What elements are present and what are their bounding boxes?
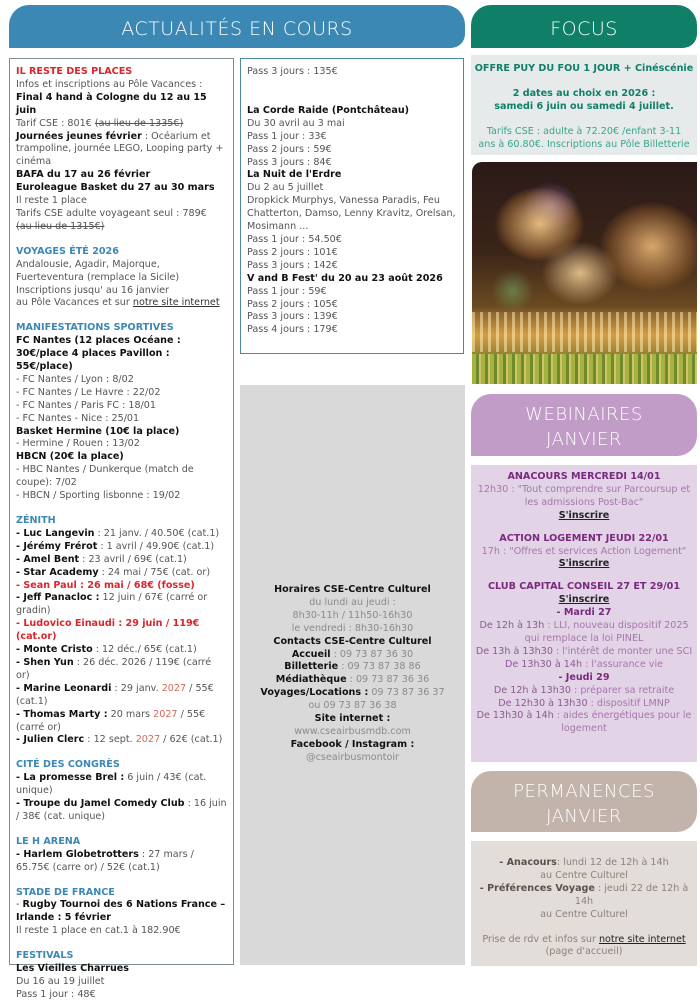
zenith-detail: / 55€ (cat.1) — [16, 682, 214, 707]
congres-detail: 6 juin / 43€ (cat. unique) — [16, 772, 207, 797]
places-title: IL RESTE DES PLACES — [16, 66, 133, 77]
contact-accueil — [240, 649, 465, 662]
club-capital-title: CLUB CAPITAL CONSEIL 27 ET 29/01 — [487, 581, 681, 593]
stade-event: Rugby Tournoi des 6 Nations France – Irlande : 5 février — [16, 899, 226, 924]
final4-title: Final 4 hand à Cologne du 12 au 15 juin — [16, 91, 207, 116]
erdre-pass: Pass 2 jours : 101€ — [247, 246, 338, 258]
perm-anacours — [471, 857, 697, 870]
congres-detail: : 16 juin / 38€ (cat. unique) — [16, 798, 227, 822]
focus-panel — [471, 55, 697, 155]
bafa-title: BAFA du 17 au 26 février — [16, 169, 151, 181]
zenith-artist: - Monte Cristo — [16, 644, 93, 656]
corde-pass: Pass 2 jours : 59€ — [247, 143, 332, 155]
vandb-pass: Pass 4 jours : 179€ — [247, 324, 338, 336]
zenith-artist: - Sean Paul : 26 mai / 68€ (fosse) — [16, 579, 195, 591]
zenith-artist: - Jeff Panacloc : — [16, 592, 100, 604]
session-text: : LLI, nouveau dispositif 2025 qui remplace la loi PINEL — [524, 620, 689, 644]
zenith-detail: : 24 mai / 75€ (cat. or) — [98, 566, 211, 578]
zenith-item — [16, 657, 227, 683]
erdre-artists: Dropkick Murphys, Vanessa Paradis, Feu Chatterton, Damso, Lenny Kravitz, Orelsan, Mosimann ... — [247, 195, 456, 233]
site-title: Site internet : — [314, 713, 391, 725]
zenith-item — [16, 709, 227, 735]
congres-show: - Troupe du Jamel Comedy Club — [16, 798, 185, 810]
zenith-artist: - Julien Clerc — [16, 734, 85, 746]
zenith-artist: - Star Academy — [16, 566, 99, 578]
zenith-year: 2027 — [153, 708, 178, 720]
zenith-detail: / 62€ (cat.1) — [160, 734, 223, 746]
mardi-item — [471, 659, 697, 672]
session-time: De 13h30 à 14h — [476, 710, 554, 722]
zenith-year: 2027 — [135, 734, 161, 746]
erdre-pass: Pass 1 jour : 54.50€ — [247, 233, 342, 245]
corde-dates: Du 30 avril au 3 mai — [247, 117, 345, 129]
zenith-artist: - Luc Langevin — [16, 527, 95, 539]
vandb-pass: Pass 1 jour : 59€ — [247, 285, 327, 297]
fcn-title: FC Nantes (12 places Océane : 30€/place 4 places Pavillon : 55€/place) — [16, 335, 181, 373]
congres-item — [16, 798, 227, 824]
perm-text: : lundi 12 de 12h à 14h — [556, 857, 669, 868]
actualites-column-2 — [240, 58, 464, 354]
vandb-pass: Pass 3 jours : 139€ — [247, 311, 338, 323]
anacours-title: ANACOURS MERCREDI 14/01 — [507, 471, 661, 482]
zenith-artist: - Jérémy Frérot — [16, 540, 98, 552]
session-time: De 13h30 à 14h — [504, 658, 583, 670]
places-intro: Infos et inscriptions au Pôle Vacances : — [16, 78, 203, 90]
congres-show: - La promesse Brel : — [16, 772, 125, 784]
perm-label: - Préférences Voyage — [479, 882, 595, 894]
zenith-artist: - Ludovico Einaudi : — [16, 618, 123, 630]
webinaires-title-line2: JANVIER — [546, 429, 622, 450]
euroleague-title: Euroleague Basket du 27 au 30 mars — [16, 182, 215, 194]
zenith-item — [16, 554, 227, 567]
anacours-desc — [471, 484, 697, 510]
hbcn-match: - HBCN / Sporting lisbonne : 19/02 — [16, 490, 181, 502]
vieilles-dates: Du 16 au 19 juillet — [16, 976, 105, 987]
session-time: De 12h30 à 13h30 — [498, 697, 588, 709]
zenith-artist: - Amel Bent — [16, 553, 80, 565]
contact-phone[interactable]: : 09 73 87 36 36 — [346, 674, 430, 686]
zenith-detail: : 26 déc. 2026 / 119€ (carré or) — [16, 656, 212, 681]
fcn-match: - FC Nantes / Le Havre : 22/02 — [16, 386, 161, 398]
congres-item — [16, 772, 227, 798]
fcn-match: - FC Nantes / Lyon : 8/02 — [16, 373, 134, 385]
zenith-detail: : 21 janv. / 40.50€ (cat.1) — [94, 527, 220, 539]
hours-line: du lundi au jeudi : — [309, 596, 396, 608]
stade-detail: Il reste 1 place en cat.1 à 182.90€ — [16, 925, 181, 937]
harena-show: - Harlem Globetrotters — [16, 848, 139, 860]
corde-pass: Pass 1 jour : 33€ — [247, 130, 327, 142]
euroleague-left: Il reste 1 place — [16, 195, 87, 207]
perm-place: au Centre Culturel — [540, 869, 628, 881]
anacours-time: 12h30 — [477, 483, 509, 495]
action-logement-title: ACTION LOGEMENT JEUDI 22/01 — [499, 532, 669, 544]
stade-title: STADE DE FRANCE — [16, 886, 115, 898]
zenith-detail: 12 juin / 67€ (carré or gradin) — [16, 592, 208, 617]
jeunes-text: : Océarium et trampoline, journée LEGO, Looping party + cinéma — [16, 130, 224, 168]
zenith-artist: - Shen Yun — [16, 656, 74, 668]
congres-title: CITÉ DES CONGRÈS — [16, 759, 120, 771]
hermine-match: - Hermine / Rouen : 13/02 — [16, 438, 140, 450]
contact-phone-alt[interactable]: ou 09 73 87 36 38 — [308, 700, 397, 712]
zenith-item — [16, 644, 227, 657]
vieilles-pass: Pass 3 jours : 135€ — [247, 66, 338, 77]
zenith-detail: 29 juin / 119€ (cat.or) — [16, 618, 200, 643]
voyages-where-line — [16, 297, 227, 310]
hbcn-title: HBCN (20€ la place) — [16, 451, 124, 463]
perm-place: au Centre Culturel — [540, 908, 628, 920]
site-url-link[interactable]: www.cseairbusmdb.com — [294, 725, 411, 737]
actualites-column-1 — [9, 58, 234, 1000]
jeudi-item — [471, 710, 697, 736]
permanences-title-line2: JANVIER — [546, 806, 622, 827]
hermine-title: Basket Hermine (10€ la place) — [16, 425, 180, 437]
focus-offer-title: OFFRE PUY DU FOU 1 JOUR + Cinéscénie — [474, 63, 694, 74]
euroleague-price: Tarifs CSE adulte voyageant seul : 789€ — [16, 207, 207, 219]
zenith-title: ZÉNITH — [16, 515, 56, 526]
voyages-title: VOYAGES ÉTÉ 2026 — [16, 245, 119, 257]
erdre-title: La Nuit de l'Erdre — [247, 169, 342, 181]
jeudi-item — [471, 685, 697, 698]
actualites-header — [9, 5, 465, 48]
contact-phone[interactable]: 09 73 87 36 37 — [368, 687, 445, 699]
final4-old-price: (au lieu de 1335€) — [94, 117, 184, 129]
zenith-detail: : 12 sept. — [84, 734, 136, 746]
jeunes-title: Journées jeunes février — [16, 130, 142, 142]
hours-line: 8h30-11h / 11h50-16h30 — [292, 609, 413, 621]
zenith-detail: : 12 déc./ 65€ (cat.1) — [92, 644, 197, 656]
perm-site-link[interactable]: notre site internet — [598, 933, 686, 945]
contact-billetterie — [240, 661, 465, 674]
mardi-heading: - Mardi 27 — [556, 607, 612, 619]
zenith-detail: 20 mars — [107, 708, 154, 720]
jeudi-item — [471, 698, 697, 711]
jeunes-line — [16, 131, 227, 170]
contact-mediatheque — [240, 674, 465, 687]
contact-voyages — [240, 687, 465, 700]
contact-label: Billetterie — [284, 661, 339, 673]
session-text: : l'intérêt de monter une SCI — [552, 645, 693, 657]
voyages-deadline: Inscriptions jusqu' au 16 janvier — [16, 284, 169, 296]
session-text: : aides énergétiques pour le logement — [553, 710, 692, 735]
social-handle-link[interactable]: @cseairbusmontoir — [306, 751, 399, 763]
mardi-item — [471, 646, 697, 659]
contact-label: Voyages/Locations : — [260, 687, 369, 699]
zenith-detail: / 55€ (carré or) — [16, 708, 206, 733]
session-time: De 12h à 13h — [479, 620, 545, 632]
permanences-panel — [471, 841, 697, 966]
harena-title: LE H ARENA — [16, 835, 81, 847]
mardi-item — [471, 620, 697, 646]
webinaires-header — [471, 394, 697, 456]
zenith-item — [16, 592, 227, 618]
session-text: : préparer sa retraite — [570, 684, 675, 696]
zenith-year: 2027 — [161, 682, 187, 694]
session-text: : dispositif LMNP — [587, 697, 670, 709]
zenith-artist: - Marine Leonardi — [16, 682, 112, 694]
perm-rdv — [471, 934, 697, 947]
zenith-item — [16, 541, 227, 554]
zenith-detail: : 1 avril / 49.90€ (cat.1) — [97, 540, 215, 552]
perm-label: - Anacours — [499, 857, 557, 868]
action-text: : "Offres et services Action Logement" — [499, 545, 687, 557]
erdre-pass: Pass 3 jours : 142€ — [247, 259, 338, 271]
perm-preferences — [471, 883, 697, 909]
corde-pass: Pass 3 jours : 84€ — [247, 156, 332, 168]
session-time: De 12h à 13h30 — [493, 684, 571, 696]
perm-text: : jeudi 22 de 12h à 14h — [574, 882, 689, 907]
focus-tarifs: Tarifs CSE : adulte à 72.20€ /enfant 3-11 ans à 60.80€. Inscriptions au Pôle Billetterie — [478, 125, 690, 150]
fireworks-image — [472, 162, 697, 384]
erdre-dates: Du 2 au 5 juillet — [247, 182, 324, 194]
session-time: De 13h à 13h30 — [475, 645, 553, 657]
webinaires-title-line1: WEBINAIRES — [525, 404, 643, 425]
anacours-text: : "Tout comprendre sur Parcoursup et les admissions Post-Bac" — [508, 483, 691, 508]
fountain-lights — [472, 312, 697, 352]
focus-title: FOCUS — [550, 18, 618, 40]
harena-detail: : 27 mars / 65.75€ (carre or) / 52€ (cat.1) — [16, 848, 194, 873]
final4-price-line — [16, 118, 227, 131]
actualites-title: ACTUALITÉS EN COURS — [121, 18, 353, 40]
voyages-destinations: Andalousie, Agadir, Majorque, Fuerteventura (remplace la Sicile) — [16, 258, 180, 283]
zenith-item — [16, 734, 227, 747]
zenith-item-highlight — [16, 618, 227, 644]
focus-dates-2: samedi 6 juin ou samedi 4 juillet. — [494, 100, 674, 112]
euroleague-old-price: (au lieu de 1315€) — [16, 220, 105, 232]
zenith-detail: : 23 avril / 69€ (cat.1) — [79, 553, 187, 565]
hours-line: le vendredi : 8h30-16h30 — [291, 622, 414, 634]
vieilles-pass: Pass 1 jour : 48€ — [16, 988, 96, 1000]
zenith-item — [16, 528, 227, 541]
focus-dates-1: 2 dates au choix en 2026 : — [512, 87, 656, 99]
sports-title: MANIFESTATIONS SPORTIVES — [16, 322, 174, 334]
perm-rdv-text: Prise de rdv et infos sur — [482, 933, 599, 945]
focus-header — [471, 5, 697, 48]
vandb-pass: Pass 2 jours : 105€ — [247, 298, 338, 310]
voyages-site-link[interactable]: notre site internet — [132, 297, 220, 309]
stade-item — [16, 899, 227, 925]
webinaires-panel — [471, 465, 697, 762]
vieilles-title: Les Vieilles Charrues — [16, 963, 129, 975]
perm-rdv-page: (page d'accueil) — [545, 946, 623, 958]
stade-dash: - — [16, 899, 23, 911]
zenith-item-highlight — [16, 580, 227, 593]
crowd-foreground — [472, 354, 697, 384]
contact-phone[interactable]: : 09 73 87 36 30 — [330, 648, 414, 660]
session-text: : l'assurance vie — [582, 658, 664, 670]
hours-title: Horaires CSE-Centre Culturel — [274, 584, 431, 595]
corde-title: La Corde Raide (Pontchâteau) — [247, 104, 410, 116]
fcn-match: - FC Nantes - Nice : 25/01 — [16, 412, 140, 424]
social-title: Facebook / Instagram : — [290, 738, 415, 750]
zenith-artist: - Thomas Marty : — [16, 708, 108, 720]
harena-item — [16, 849, 227, 875]
zenith-detail: : 29 janv. — [111, 682, 162, 694]
jeudi-heading: - Jeudi 29 — [558, 671, 610, 683]
festivals-title: FESTIVALS — [16, 950, 74, 962]
hbcn-match: - HBC Nantes / Dunkerque (match de coupe): 7/02 — [16, 464, 194, 489]
fcn-match: - FC Nantes / Paris FC : 18/01 — [16, 399, 156, 411]
vandb-title: V and B Fest' du 20 au 23 août 2026 — [247, 272, 443, 284]
action-logement-register-link[interactable]: S'inscrire — [558, 558, 610, 570]
final4-price: Tarif CSE : 801€ — [16, 117, 95, 129]
club-capital-register-link[interactable]: S'inscrire — [558, 594, 610, 606]
voyages-where: au Pôle Vacances et sur — [16, 297, 133, 309]
contact-phone[interactable]: : 09 73 87 38 86 — [338, 661, 421, 673]
contacts-title: Contacts CSE-Centre Culturel — [273, 635, 432, 647]
action-time: 17h — [481, 545, 500, 557]
contact-label: Accueil — [291, 648, 331, 660]
contacts-panel — [240, 385, 465, 965]
contact-label: Médiathèque — [275, 674, 347, 686]
zenith-item — [16, 567, 227, 580]
zenith-item — [16, 683, 227, 709]
permanences-header — [471, 771, 697, 832]
permanences-title-line1: PERMANENCES — [513, 781, 655, 802]
action-logement-desc — [471, 546, 697, 559]
anacours-register-link[interactable]: S'inscrire — [558, 509, 610, 521]
